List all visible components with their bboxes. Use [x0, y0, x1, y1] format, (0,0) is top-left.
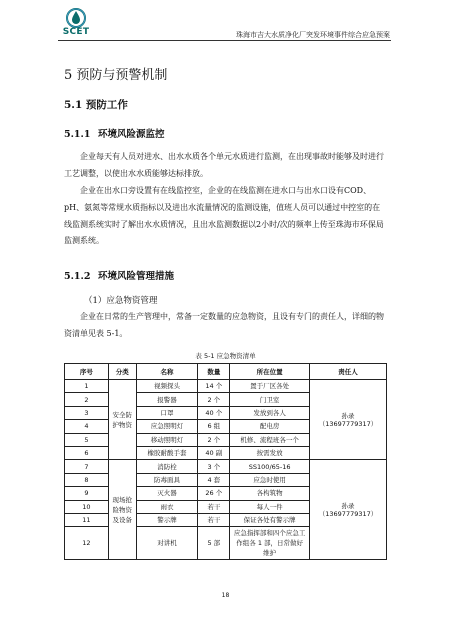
page-number: 18 — [221, 592, 230, 599]
item-name: 应急照明灯 — [136, 420, 198, 433]
sub-item-heading: （1）应急物资管理 — [84, 296, 158, 306]
paragraph: 企业在日常的生产管理中，常备一定数量的应急物资，且设有专门的责任人，详细的物资清单见表 5-1。 — [64, 312, 384, 338]
item-quantity: 若干 — [198, 513, 230, 526]
responsible-cell — [310, 380, 387, 460]
row-number: 12 — [65, 527, 109, 560]
row-number: 11 — [65, 513, 109, 526]
table-header-cell: 责任人 — [310, 364, 387, 380]
table-caption: 表 5-1 应急物资清单 — [195, 352, 256, 360]
subsection-number: 5.1.1 — [64, 129, 91, 140]
responsible-name: 孙录 — [341, 411, 355, 420]
item-name: 橡胶耐酸手套 — [136, 446, 198, 459]
row-number: 2 — [65, 393, 109, 406]
row-number: 6 — [65, 446, 109, 459]
subsection-heading-2 — [64, 268, 174, 282]
water-drop-logo-icon — [64, 8, 88, 28]
page-header — [0, 0, 451, 40]
item-name: 消防栓 — [136, 460, 198, 473]
chapter-title: 5 预防与预警机制 — [64, 68, 168, 83]
company-logo — [60, 8, 92, 38]
row-number: 7 — [65, 460, 109, 473]
table-header-cell: 所在位置 — [230, 364, 310, 380]
item-location: 机修、流程班各一个 — [230, 433, 310, 446]
item-location: 各构筑物 — [230, 487, 310, 500]
header-title: 珠海市吉大水质净化厂突发环境事件综合应急预案 — [236, 31, 390, 39]
item-quantity: 6 组 — [198, 420, 230, 433]
row-number: 5 — [65, 433, 109, 446]
logo-text: SCET — [62, 27, 90, 37]
item-location: 置于厂区各处 — [230, 380, 310, 393]
row-number: 10 — [65, 500, 109, 513]
item-quantity: 26 个 — [198, 487, 230, 500]
item-name: 口罩 — [136, 406, 198, 419]
subsection-title: 环境风险源监控 — [98, 129, 165, 140]
item-name: 对讲机 — [136, 527, 198, 560]
item-name: 警示牌 — [136, 513, 198, 526]
header-divider — [58, 40, 391, 41]
table-header-cell: 序号 — [65, 364, 109, 380]
table-header-row — [65, 364, 387, 380]
table-header-cell: 名称 — [136, 364, 198, 380]
item-location: 配电房 — [230, 420, 310, 433]
section-title: 5.1 预防工作 — [64, 99, 128, 111]
item-quantity: 4 套 — [198, 473, 230, 486]
item-name: 灭火器 — [136, 487, 198, 500]
row-number: 8 — [65, 473, 109, 486]
subsection-heading-1 — [64, 126, 165, 140]
item-name: 防毒面具 — [136, 473, 198, 486]
item-quantity: 若干 — [198, 500, 230, 513]
subsection-title: 环境风险管理措施 — [98, 271, 175, 282]
item-location: 按需发放 — [230, 446, 310, 459]
category-cell: 安全防护物资 — [108, 380, 136, 460]
item-quantity: 14 个 — [198, 380, 230, 393]
item-location: SS100/65-16 — [230, 460, 310, 473]
item-name: 报警器 — [136, 393, 198, 406]
paragraph: 企业在出水口旁设置有在线监控室，企业的在线监测在进水口与出水口设有COD、pH、氨氮等常规水质指标以及进出水流量情况的监测设施，值班人员可以通过中控室的在线监测系统实时了解出水水质情况，且出水监测数据以2小时/次的频率上传至珠海市环保局监测系统。 — [64, 186, 384, 246]
paragraph: 企业每天有人员对进水、出水水质各个单元水质进行监测，在出现事故时能够及时进行工艺调整，以使出水水质能够达标排放。 — [64, 152, 384, 178]
materials-table — [64, 363, 387, 560]
item-location: 应急时使用 — [230, 473, 310, 486]
row-number: 4 — [65, 420, 109, 433]
table-header-cell: 分类 — [108, 364, 136, 380]
table-row — [65, 460, 387, 473]
responsible-phone: （13697779317） — [318, 509, 378, 518]
responsible-cell — [310, 460, 387, 560]
responsible-name: 孙录 — [341, 501, 355, 510]
item-location: 发放到各人 — [230, 406, 310, 419]
row-number: 3 — [65, 406, 109, 419]
row-number: 9 — [65, 487, 109, 500]
subsection-number: 5.1.2 — [64, 271, 91, 282]
item-name: 雨衣 — [136, 500, 198, 513]
item-quantity: 5 部 — [198, 527, 230, 560]
item-quantity: 40 个 — [198, 406, 230, 419]
item-location: 应急指挥部和四个应急工作组各 1 部，日常做好维护 — [230, 527, 310, 560]
item-location: 保证各处有警示牌 — [230, 513, 310, 526]
table-row — [65, 380, 387, 393]
item-quantity: 2 个 — [198, 393, 230, 406]
item-location: 门卫室 — [230, 393, 310, 406]
row-number: 1 — [65, 380, 109, 393]
table-header-cell: 数量 — [198, 364, 230, 380]
item-quantity: 3 个 — [198, 460, 230, 473]
item-name: 移动照明灯 — [136, 433, 198, 446]
item-quantity: 2 个 — [198, 433, 230, 446]
item-location: 每人一件 — [230, 500, 310, 513]
item-quantity: 40 副 — [198, 446, 230, 459]
item-name: 视频探头 — [136, 380, 198, 393]
category-cell: 现场抢险物资及设备 — [108, 460, 136, 560]
responsible-phone: （13697779317） — [318, 419, 378, 428]
